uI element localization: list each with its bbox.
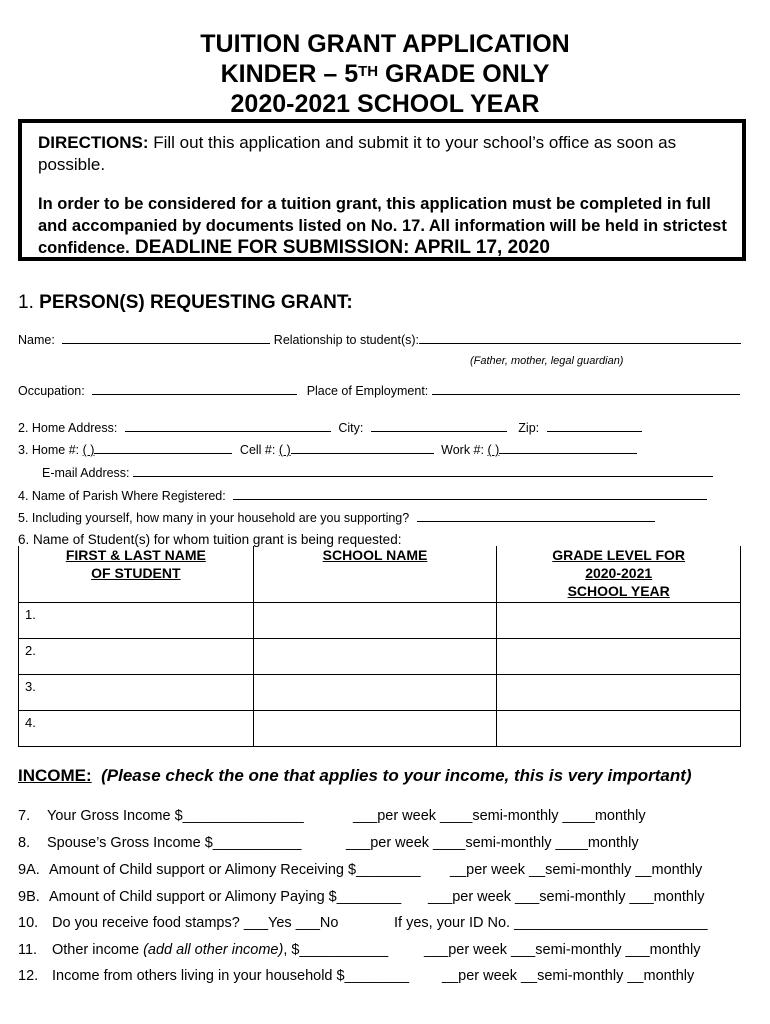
income-line-12 <box>18 968 38 984</box>
zip-label: Zip: <box>518 421 540 435</box>
student-name-cell-3[interactable]: 3. <box>19 674 254 710</box>
table-row <box>19 638 741 674</box>
title-line-1: TUITION GRANT APPLICATION <box>200 30 570 58</box>
students-requested-label: 6. Name of Student(s) for whom tuition grant is being requested: <box>18 532 402 547</box>
income-12-options[interactable]: __per week __semi-monthly __monthly <box>442 968 695 984</box>
table-row <box>19 602 741 638</box>
income-9b-text[interactable]: Amount of Child support or Alimony Paying $________ <box>49 889 402 905</box>
section-1-heading <box>18 292 353 314</box>
home-phone-label: 3. Home #: <box>18 443 80 457</box>
title-line-2-sup: TH <box>358 63 379 80</box>
directions-body: Fill out this application and submit it to your school’s office as soon as possible. <box>38 133 677 174</box>
cell-label: Cell #: <box>239 443 276 457</box>
income-12-num: 12. <box>18 968 39 984</box>
work-area-code[interactable]: ( ) <box>487 443 500 457</box>
occupation-field[interactable] <box>92 384 297 395</box>
income-7-num: 7. <box>18 808 31 824</box>
address-row <box>18 421 642 435</box>
confidentiality-text <box>38 193 743 259</box>
income-line-9b <box>18 889 40 905</box>
cell-area-code[interactable]: ( ) <box>278 443 291 457</box>
income-11-num: 11. <box>18 942 38 958</box>
income-7-options[interactable]: ___per week ____semi-monthly ____monthly <box>353 808 646 824</box>
phone-row <box>18 443 637 457</box>
income-9a-text[interactable]: Amount of Child support or Alimony Receiving $________ <box>49 862 421 878</box>
income-label: INCOME: <box>18 766 92 785</box>
title-line-2-post: GRADE ONLY <box>378 60 550 88</box>
employment-label: Place of Employment: <box>306 384 429 398</box>
home-phone-field[interactable] <box>94 443 232 454</box>
income-11-text-pre: Other income <box>52 942 144 958</box>
household-row <box>18 511 655 525</box>
header-grade-line-1: GRADE LEVEL FOR <box>552 547 686 563</box>
student-name-cell-2[interactable]: 2. <box>19 638 254 674</box>
header-name-line-1: FIRST & LAST NAME <box>65 547 206 563</box>
grade-cell-1[interactable] <box>497 602 741 638</box>
income-10-options[interactable]: If yes, your ID No. ________________________ <box>394 915 708 931</box>
student-name-cell-1[interactable]: 1. <box>19 602 254 638</box>
employment-field[interactable] <box>432 384 740 395</box>
section-1-number: 1. <box>18 292 34 313</box>
title-line-3: 2020-2021 SCHOOL YEAR <box>230 90 540 118</box>
table-row <box>19 710 741 746</box>
confidentiality-body: In order to be considered for a tuition grant, this application must be completed in full and accompanied by documents listed on No. 17. All information will be held in strictest confidence. <box>38 195 727 257</box>
income-7-text[interactable]: Your Gross Income $_______________ <box>47 808 304 824</box>
household-field[interactable] <box>417 511 655 522</box>
parish-row <box>18 489 707 503</box>
header-grade-level <box>497 546 741 602</box>
student-table-header <box>19 546 741 602</box>
relationship-label: Relationship to student(s): <box>273 333 420 347</box>
school-name-cell-3[interactable] <box>253 674 497 710</box>
income-11-options[interactable]: ___per week ___semi-monthly ___monthly <box>424 942 701 958</box>
zip-field[interactable] <box>547 421 642 432</box>
income-line-11 <box>18 942 37 958</box>
occupation-row <box>18 384 740 398</box>
header-name-line-2: OF STUDENT <box>91 565 181 581</box>
directions-text <box>38 132 728 176</box>
income-9b-num: 9B. <box>18 889 40 905</box>
cell-phone-field[interactable] <box>291 443 434 454</box>
city-field[interactable] <box>371 421 507 432</box>
income-11-text-italic: (add all other income) <box>143 942 284 958</box>
income-8-options[interactable]: ___per week ____semi-monthly ____monthly <box>346 835 639 851</box>
income-11-text[interactable] <box>52 942 388 958</box>
work-label: Work #: <box>441 443 484 457</box>
name-label: Name: <box>18 333 55 347</box>
relationship-note: (Father, mother, legal guardian) <box>470 355 624 367</box>
title-line-2-pre: KINDER – 5 <box>220 60 359 88</box>
grade-cell-3[interactable] <box>497 674 741 710</box>
income-8-num: 8. <box>18 835 31 851</box>
relationship-field[interactable] <box>419 333 741 344</box>
work-phone-field[interactable] <box>499 443 637 454</box>
income-12-text[interactable]: Income from others living in your household $________ <box>52 968 410 984</box>
income-8-text[interactable]: Spouse’s Gross Income $___________ <box>47 835 302 851</box>
home-area-code[interactable]: ( ) <box>82 443 95 457</box>
header-grade-line-3: SCHOOL YEAR <box>567 583 670 599</box>
header-grade-line-2: 2020-2021 <box>585 565 653 581</box>
grade-cell-4[interactable] <box>497 710 741 746</box>
parish-field[interactable] <box>233 489 707 500</box>
school-name-cell-1[interactable] <box>253 602 497 638</box>
directions-label: DIRECTIONS: <box>38 133 149 152</box>
section-1-title: PERSON(S) REQUESTING GRANT: <box>39 292 353 313</box>
header-school-name <box>253 546 497 602</box>
income-heading <box>18 766 692 786</box>
email-field[interactable] <box>133 466 713 477</box>
deadline-text: DEADLINE FOR SUBMISSION: APRIL 17, 2020 <box>129 237 550 258</box>
school-name-cell-2[interactable] <box>253 638 497 674</box>
name-row <box>18 333 741 347</box>
city-label: City: <box>338 421 364 435</box>
home-address-label: 2. Home Address: <box>18 421 118 435</box>
title-line-2 <box>0 60 770 89</box>
name-field[interactable] <box>62 333 270 344</box>
grade-cell-2[interactable] <box>497 638 741 674</box>
parish-label: 4. Name of Parish Where Registered: <box>18 489 226 503</box>
income-10-text[interactable]: Do you receive food stamps? ___Yes ___No <box>52 915 339 931</box>
income-line-9a <box>18 862 40 878</box>
income-line-10 <box>18 915 38 931</box>
income-note: (Please check the one that applies to your income, this is very important) <box>101 766 692 785</box>
student-table <box>18 546 741 747</box>
income-9a-options[interactable]: __per week __semi-monthly __monthly <box>450 862 703 878</box>
income-10-num: 10. <box>18 915 39 931</box>
household-label: 5. Including yourself, how many in your household are you supporting? <box>18 511 410 525</box>
email-row <box>42 466 713 480</box>
header-school-line: SCHOOL NAME <box>322 547 428 563</box>
income-9a-num: 9A. <box>18 862 40 878</box>
occupation-label: Occupation: <box>18 384 85 398</box>
income-11-text-post: , $___________ <box>283 942 389 958</box>
income-line-8 <box>18 835 30 851</box>
student-name-cell-4[interactable]: 4. <box>19 710 254 746</box>
directions-box <box>18 119 746 261</box>
email-label: E-mail Address: <box>42 466 130 480</box>
header-student-name <box>19 546 254 602</box>
table-row <box>19 674 741 710</box>
home-address-field[interactable] <box>125 421 331 432</box>
school-name-cell-4[interactable] <box>253 710 497 746</box>
income-9b-options[interactable]: ___per week ___semi-monthly ___monthly <box>428 889 705 905</box>
income-line-7 <box>18 808 30 824</box>
